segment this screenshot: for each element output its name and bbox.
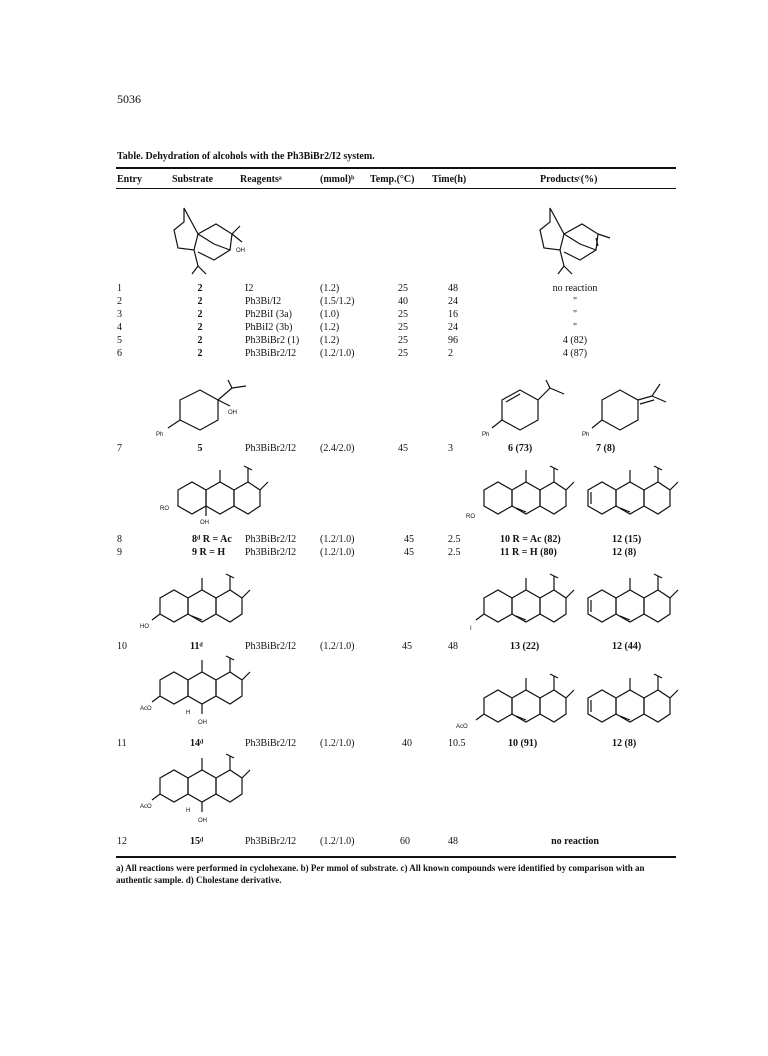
row-7-time: 3 [448,443,453,454]
row-12-reagents: Ph3BiBr2/I2 [245,836,297,847]
row-3-entry: 3 [117,309,122,320]
row-11-time: 10.5 [448,738,466,749]
row-1-substrate: 2 [197,283,203,294]
row-5-temp: 25 [398,335,408,346]
row-12-entry: 12 [117,836,127,847]
row-6-products: 4 (87) [562,348,588,359]
row-3-substrate: 2 [197,309,203,320]
row-10-reagents: Ph3BiBr2/I2 [245,641,297,652]
row-9-mmol: (1.2/1.0) [320,547,355,558]
aco-label: AcO [140,804,152,810]
i-label: I [470,626,472,632]
ro-label: RO [160,506,169,512]
header-reagents: Reagentsᵃ [240,174,282,185]
ro-label: RO [466,514,475,520]
row-8-temp: 45 [404,534,414,545]
row-8-reagents: Ph3BiBr2/I2 [245,534,297,545]
row-11-product-a: 10 (91) [508,738,538,749]
row-7-mmol: (2.4/2.0) [320,443,355,454]
table-bottom-rule [116,856,676,858]
h-label: H [186,710,191,716]
row-10-product-a: 13 (22) [510,641,540,652]
oh-label: OH [198,818,207,824]
row-3-mmol: (1.0) [320,309,340,320]
ph-label: Ph [482,432,490,438]
row-2-time: 24 [448,296,458,307]
row-9-product-b: 12 (8) [612,547,637,558]
header-mmol: (mmol)ᵇ [320,174,355,185]
row-9-reagents: Ph3BiBr2/I2 [245,547,297,558]
row-8-mmol: (1.2/1.0) [320,534,355,545]
page-number: 5036 [117,92,141,106]
row-11-temp: 40 [402,738,412,749]
row-6-time: 2 [448,348,453,359]
row-1-entry: 1 [117,283,122,294]
row-10-mmol: (1.2/1.0) [320,641,355,652]
row-9-substrate: 9 R = H [192,547,226,558]
row-10-temp: 45 [402,641,412,652]
structure-product-10 [456,670,576,736]
row-11-reagents: Ph3BiBr2/I2 [245,738,297,749]
row-8-entry: 8 [117,534,122,545]
row-7-entry: 7 [117,443,122,454]
ph-label: Ph [156,432,164,438]
structure-substrate-11 [138,570,258,636]
structure-product-12 [574,670,684,736]
row-10-substrate: 11ᵈ [190,641,203,652]
row-3-time: 16 [448,309,458,320]
row-3-temp: 25 [398,309,408,320]
row-1-products: no reaction [552,283,598,294]
row-4-time: 24 [448,322,458,333]
row-1-time: 48 [448,283,458,294]
row-9-temp: 45 [404,547,414,558]
row-12-products: no reaction [551,836,599,847]
row-6-reagents: Ph3BiBr2/I2 [245,348,297,359]
row-7-product-b: 7 (8) [596,443,616,454]
structure-product-12 [574,462,684,528]
row-11-entry: 11 [117,738,127,749]
row-1-temp: 25 [398,283,408,294]
row-10-time: 48 [448,641,458,652]
structure-product-6 [480,380,570,440]
structure-substrate-8-9 [160,462,270,528]
row-2-substrate: 2 [197,296,203,307]
structure-product-7 [580,380,670,440]
structure-substrate-15 [138,750,258,830]
structure-product-13 [466,570,576,636]
structure-cedrol-substrate [160,208,250,278]
row-5-reagents: Ph3BiBr2 (1) [245,335,300,346]
table-footnote: a) All reactions were performed in cyclohexane. b) Per mmol of substrate. c) All known compounds were identified by comparison with an authentic sample. d) Cholestane derivative. [116,863,645,885]
row-2-reagents: Ph3Bi/I2 [245,296,282,307]
row-1-mmol: (1.2) [320,283,340,294]
row-2-temp: 40 [398,296,408,307]
row-9-time: 2.5 [448,547,461,558]
row-3-products: " [572,309,578,320]
table-caption: Table. Dehydration of alcohols with the Ph3BiBr2/I2 system. [117,151,375,162]
row-7-substrate: 5 [197,443,203,454]
row-4-products: " [572,322,578,333]
structure-product-10-11 [466,462,576,528]
structure-substrate-14 [138,652,258,732]
row-7-temp: 45 [398,443,408,454]
row-9-entry: 9 [117,547,122,558]
row-8-product-b: 12 (15) [612,534,642,545]
row-10-entry: 10 [117,641,127,652]
structure-cedrene-product [532,208,622,278]
oh-label: OH [200,520,209,526]
oh-label: OH [236,248,245,254]
row-12-temp: 60 [400,836,410,847]
table-top-rule [116,167,676,169]
oh-label: OH [198,720,207,726]
row-8-product-a: 10 R = Ac (82) [500,534,561,545]
row-5-mmol: (1.2) [320,335,340,346]
row-6-mmol: (1.2/1.0) [320,348,355,359]
row-5-substrate: 2 [197,335,203,346]
row-6-substrate: 2 [197,348,203,359]
header-substrate: Substrate [172,174,214,185]
row-4-reagents: PhBiI2 (3b) [245,322,293,333]
row-11-substrate: 14ᵈ [190,738,204,749]
row-11-mmol: (1.2/1.0) [320,738,355,749]
header-time: Time(h) [432,174,467,185]
row-7-product-a: 6 (73) [508,443,533,454]
header-products: Productsᶜ(%) [540,174,598,185]
structure-substrate-5 [150,380,250,440]
ph-label: Ph [582,432,590,438]
row-6-temp: 25 [398,348,408,359]
row-2-products: " [572,296,578,307]
row-8-substrate: 8ᵈ R = Ac [192,534,232,545]
row-7-reagents: Ph3BiBr2/I2 [245,443,297,454]
row-11-product-b: 12 (8) [612,738,637,749]
row-4-entry: 4 [117,322,122,333]
ho-label: HO [140,624,149,630]
h-label: H [186,808,191,814]
row-3-reagents: Ph2BiI (3a) [245,309,292,320]
row-5-time: 96 [448,335,458,346]
row-6-entry: 6 [117,348,122,359]
row-9-product-a: 11 R = H (80) [500,547,557,558]
oh-label: OH [228,410,237,416]
row-2-mmol: (1.5/1.2) [320,296,355,307]
row-8-time: 2.5 [448,534,461,545]
structure-product-12 [574,570,684,636]
aco-label: AcO [456,724,468,730]
row-1-reagents: I2 [245,283,254,294]
row-4-substrate: 2 [197,322,203,333]
row-4-mmol: (1.2) [320,322,340,333]
table-header-rule [116,188,676,189]
row-12-mmol: (1.2/1.0) [320,836,355,847]
row-12-substrate: 15ᵈ [190,836,204,847]
header-entry: Entry [117,174,142,185]
row-2-entry: 2 [117,296,122,307]
row-10-product-b: 12 (44) [612,641,642,652]
row-5-products: 4 (82) [562,335,588,346]
row-5-entry: 5 [117,335,122,346]
row-12-time: 48 [448,836,458,847]
row-4-temp: 25 [398,322,408,333]
header-temp: Temp.(°C) [370,174,415,185]
aco-label: AcO [140,706,152,712]
